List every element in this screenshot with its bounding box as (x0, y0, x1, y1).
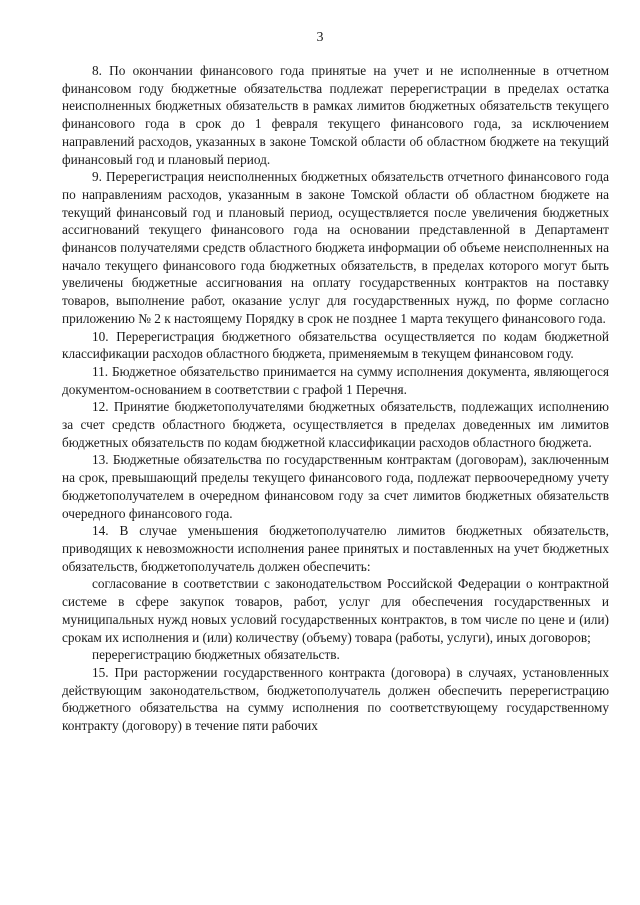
paragraph-14-item-reregistration: перерегистрацию бюджетных обязательств. (92, 647, 340, 663)
paragraph-11: 11. Бюджетное обязательство принимается на сумму исполнения документа, являющегося документом-основанием в соответствии с графой 1 Перечня. (62, 363, 609, 397)
paragraph-8: 8. По окончании финансового года принятые на учет и не исполненные в отчетном финансовом году бюджетные обязательства подлежат перерегистрации в пределах остатка неисполненных бюджетных обязательств в рамках лимитов бюджетных обязательств текущего финансового года в срок до 1 февраля текущего финансового года, за исключением направлений расходов, указанных в законе Томской области об областном бюджете на текущий финансовый год и плановый период. (62, 63, 609, 167)
page-number: 3 (316, 30, 324, 45)
paragraph-14: 14. В случае уменьшения бюджетополучателю лимитов бюджетных обязательств, приводящих к невозможности исполнения ранее принятых и поставленных на учет бюджетных обязательств, бюджетополучатель должен обеспечить: (62, 523, 609, 574)
paragraph-12: 12. Принятие бюджетополучателями бюджетных обязательств, подлежащих исполнению за счет средств областного бюджета, осуществляется в пределах доведенных им лимитов бюджетных обязательств по кодам бюджетной классификации расходов областного бюджета. (62, 399, 609, 450)
document-body (62, 62, 609, 735)
paragraph-10: 10. Перерегистрация бюджетного обязательства осуществляется по кодам бюджетной классификации расходов областного бюджета, применяемым в текущем финансовом году. (62, 328, 609, 362)
paragraph-9: 9. Перерегистрация неисполненных бюджетных обязательств отчетного финансового года по направлениям расходов, указанным в законе Томской области об областном бюджете на текущий финансовый год и плановый период, осуществляется после увеличения бюджетных ассигнований текущего финансового года на основании представленной в Департамент финансов получателями средств областного бюджета информации об объеме неисполненных на начало текущего финансового года бюджетных обязательств, в пределах которого могут быть увеличены бюджетные ассигнования на оплату государственных контрактов на поставку товаров, выполнение работ, оказание услуг для государственных нужд, по форме согласно приложению № 2 к настоящему Порядку в срок не позднее 1 марта текущего финансового года. (62, 169, 609, 326)
paragraph-15: 15. При расторжении государственного контракта (договора) в случаях, установленных действующим законодательством, бюджетополучатель должен обеспечить перерегистрацию бюджетного обязательства на сумму исполнения по соответствующему государственному контракту (договору) в течение пяти рабочих (62, 664, 609, 734)
paragraph-14-item-agreement: согласование в соответствии с законодательством Российской Федерации о контрактной системе в сфере закупок товаров, работ, услуг для обеспечения государственных и муниципальных нужд новых условий государственных контрактов, в том числе по цене и (или) срокам их исполнения и (или) количеству (объему) товара (работы, услуги), иных договоров; (62, 576, 609, 645)
paragraph-13: 13. Бюджетные обязательства по государственным контрактам (договорам), заключенным на срок, превышающий пределы текущего финансового года, подлежат первоочередному учету бюджетополучателем в очередном финансовом году за счет лимитов бюджетных обязательств очередного финансового года. (62, 452, 609, 521)
